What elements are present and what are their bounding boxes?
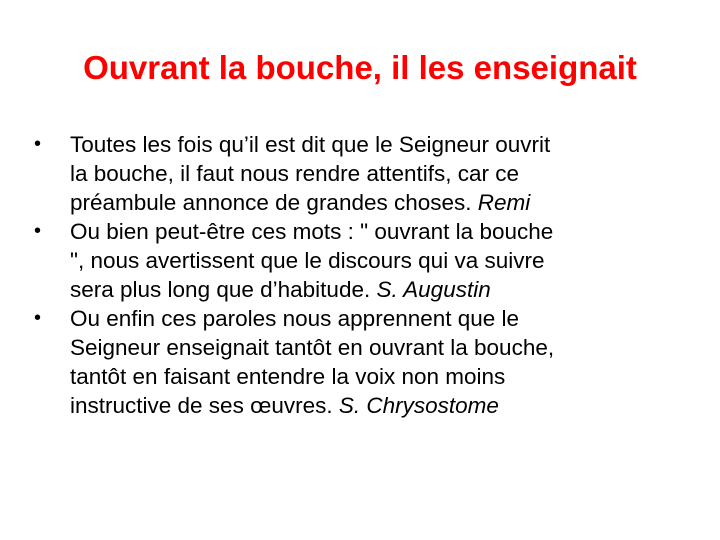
bullet-text-line: Seigneur enseignait tantôt en ouvrant la bouche,	[70, 335, 555, 360]
bullet-text-line	[70, 188, 694, 217]
bullet-text-line: ", nous avertissent que le discours qui va suivre	[70, 248, 545, 273]
bullet-text-line: tantôt en faisant entendre la voix non moins	[70, 364, 506, 389]
bullet-text-line: Ou bien peut-être ces mots : " ouvrant la bouche	[70, 219, 554, 244]
bullet-text: sera plus long que d’habitude.	[70, 277, 377, 302]
bullet-list	[34, 130, 694, 420]
bullet-text-line: Ou enfin ces paroles nous apprennent que le	[70, 306, 520, 331]
bullet-text: préambule annonce de grandes choses.	[70, 190, 478, 215]
slide-title: Ouvrant la bouche, il les enseignait	[83, 49, 637, 86]
bullet-item	[34, 130, 694, 217]
bullet-text-line	[70, 391, 694, 420]
bullet-attribution: Remi	[477, 190, 531, 215]
bullet-attribution: S. Chrysostome	[338, 393, 499, 418]
bullet-text-line: la bouche, il faut nous rendre attentifs, car ce	[70, 161, 520, 186]
bullet-item	[34, 304, 694, 420]
bullet-icon: •	[34, 307, 42, 329]
bullet-text-line: Toutes les fois qu’il est dit que le Seigneur ouvrit	[70, 132, 551, 157]
bullet-icon: •	[34, 220, 42, 242]
bullet-text: instructive de ses œuvres.	[70, 393, 339, 418]
bullet-text-line	[70, 275, 694, 304]
bullet-icon: •	[34, 133, 42, 155]
bullet-attribution: S. Augustin	[376, 277, 491, 302]
bullet-item	[34, 217, 694, 304]
